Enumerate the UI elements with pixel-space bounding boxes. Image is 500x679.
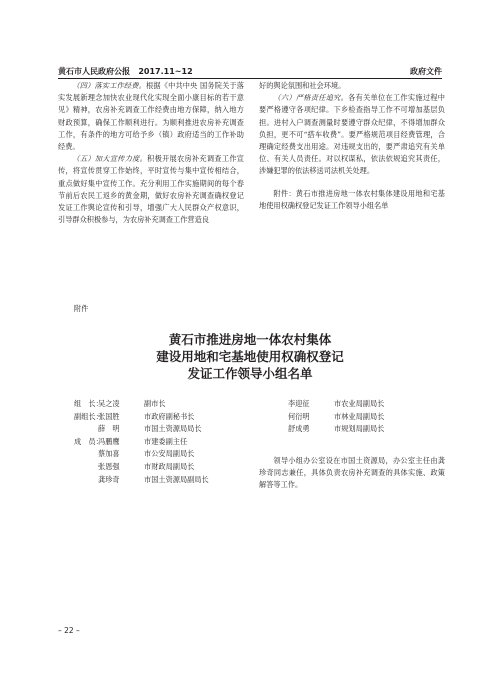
- member-row: [74, 461, 209, 474]
- member-role: 副组长：: [74, 411, 103, 421]
- member-role: 组 长：: [74, 399, 103, 408]
- member-name: 薛 明: [98, 424, 120, 434]
- member-name: 张恩强: [98, 461, 120, 471]
- member-name: 何衍明: [288, 411, 310, 421]
- member-position: 市政府副秘书长: [144, 411, 195, 421]
- member-row: [288, 411, 384, 424]
- member-name: 蔡加喜: [98, 449, 120, 459]
- lead-accountability: （六）严格责任追究。: [273, 93, 349, 103]
- member-position: 市建委副主任: [144, 436, 188, 446]
- header-section: 政府文件: [410, 67, 442, 76]
- body-funding: 根据《中共中央 国务院关于落实发展新理念加快农业现代化实现全面小康目标的若干意见》精神，农房补充调查工作经费由地方保障，纳入地方财政预算，确保工作顺利进行。为顺利推进农房补充调查工作，有条件的地方可给予乡（镇）政府适当的工作补助经费。: [58, 81, 244, 152]
- publication-name: 黄石市人民政府公报: [58, 67, 130, 76]
- page-number: – 22 –: [58, 626, 80, 635]
- member-row: [74, 448, 209, 461]
- running-header: [58, 66, 442, 78]
- lead-publicity: （五）加大宣传力度。: [72, 154, 148, 164]
- title-line: 发证工作领导小组名单: [187, 365, 313, 381]
- member-row: [288, 398, 384, 411]
- member-name: 冯鹏鹰: [98, 436, 120, 446]
- member-position: 副市长: [144, 399, 166, 408]
- paragraph-attachment: 附件：黄石市推进房地一体农村集体建设用地和宅基地使用权确权登记发证工作领导小组名单: [259, 188, 445, 210]
- member-row: [74, 398, 209, 411]
- member-name: 张国胜: [98, 411, 120, 421]
- body-accountability: 各有关单位在工作实施过程中要严格遵守各项纪律。下乡检查指导工作不可增加基层负担。进村入户调查测量时要遵守群众纪律，不得增加群众负担，更不可“搭车收费”。要严格规范项目经费管理，合理确定经费支出用途。对违规支出的，要严肃追究有关单位、有关人员责任。对以权谋私，依法依规追究其责任，涉嫌犯罪的依法移送司法机关处理。: [259, 93, 445, 176]
- paragraph-publicity: [58, 153, 244, 226]
- header-rule: [58, 78, 442, 79]
- member-role: 成 员：: [74, 436, 103, 446]
- member-row: [74, 423, 209, 436]
- member-row: [74, 436, 209, 449]
- member-position: 市公安局副局长: [144, 449, 195, 459]
- annex-label: 附件: [74, 304, 89, 313]
- left-column: [58, 80, 244, 226]
- paragraph-accountability: [259, 92, 445, 177]
- lead-funding: （四）落实工作经费。: [72, 81, 146, 90]
- member-position: 市林业局副局长: [334, 411, 385, 421]
- member-row: [288, 423, 384, 436]
- member-row: [74, 474, 209, 487]
- right-column: [259, 80, 445, 212]
- member-list-left: [74, 398, 209, 486]
- paragraph-funding: [58, 80, 244, 153]
- annex-title: [58, 332, 442, 382]
- header-publication: [58, 66, 193, 77]
- body-publicity: 积极开展农房补充调查工作宣传，将宣传贯穿工作始终，平时宣传与集中宣传相结合，重点做好集中宣传工作。充分利用工作实施期间的每个春节前后农民工返乡的黄金期，做好农房补充调查确权登记发证工作舆论宣传和引导，增强广大人民群众产权意识，引导群众积极参与，为农房补充调查工作营造良: [58, 154, 244, 225]
- office-note-text: 领导小组办公室设在市国土资源局，办公室主任由龚珍奇同志兼任，具体负责农房补充调查的具体实施、政策解答等工作。: [259, 456, 445, 490]
- member-name: 龚珍奇: [98, 474, 120, 484]
- member-position: 市国土资源局副局长: [144, 474, 209, 484]
- member-name: 吴之凌: [98, 399, 120, 408]
- member-position: 市国土资源局局长: [144, 424, 202, 434]
- title-line: 建设用地和宅基地使用权确权登记: [156, 348, 344, 364]
- member-row: [74, 411, 209, 424]
- title-line: 黄石市推进房地一体农村集体: [168, 332, 332, 347]
- member-list-right: [288, 398, 384, 436]
- member-position: 市规划局副局长: [334, 424, 385, 434]
- issue-number: 2017.11~12: [138, 67, 193, 76]
- member-position: 市农业局副局长: [334, 399, 385, 408]
- paragraph-continuation: 好的舆论氛围和社会环境。: [259, 81, 346, 90]
- office-note: [259, 455, 445, 492]
- member-position: 市财政局副局长: [144, 461, 195, 471]
- member-name: 舒成勇: [288, 424, 310, 434]
- member-name: 李迎征: [288, 399, 310, 408]
